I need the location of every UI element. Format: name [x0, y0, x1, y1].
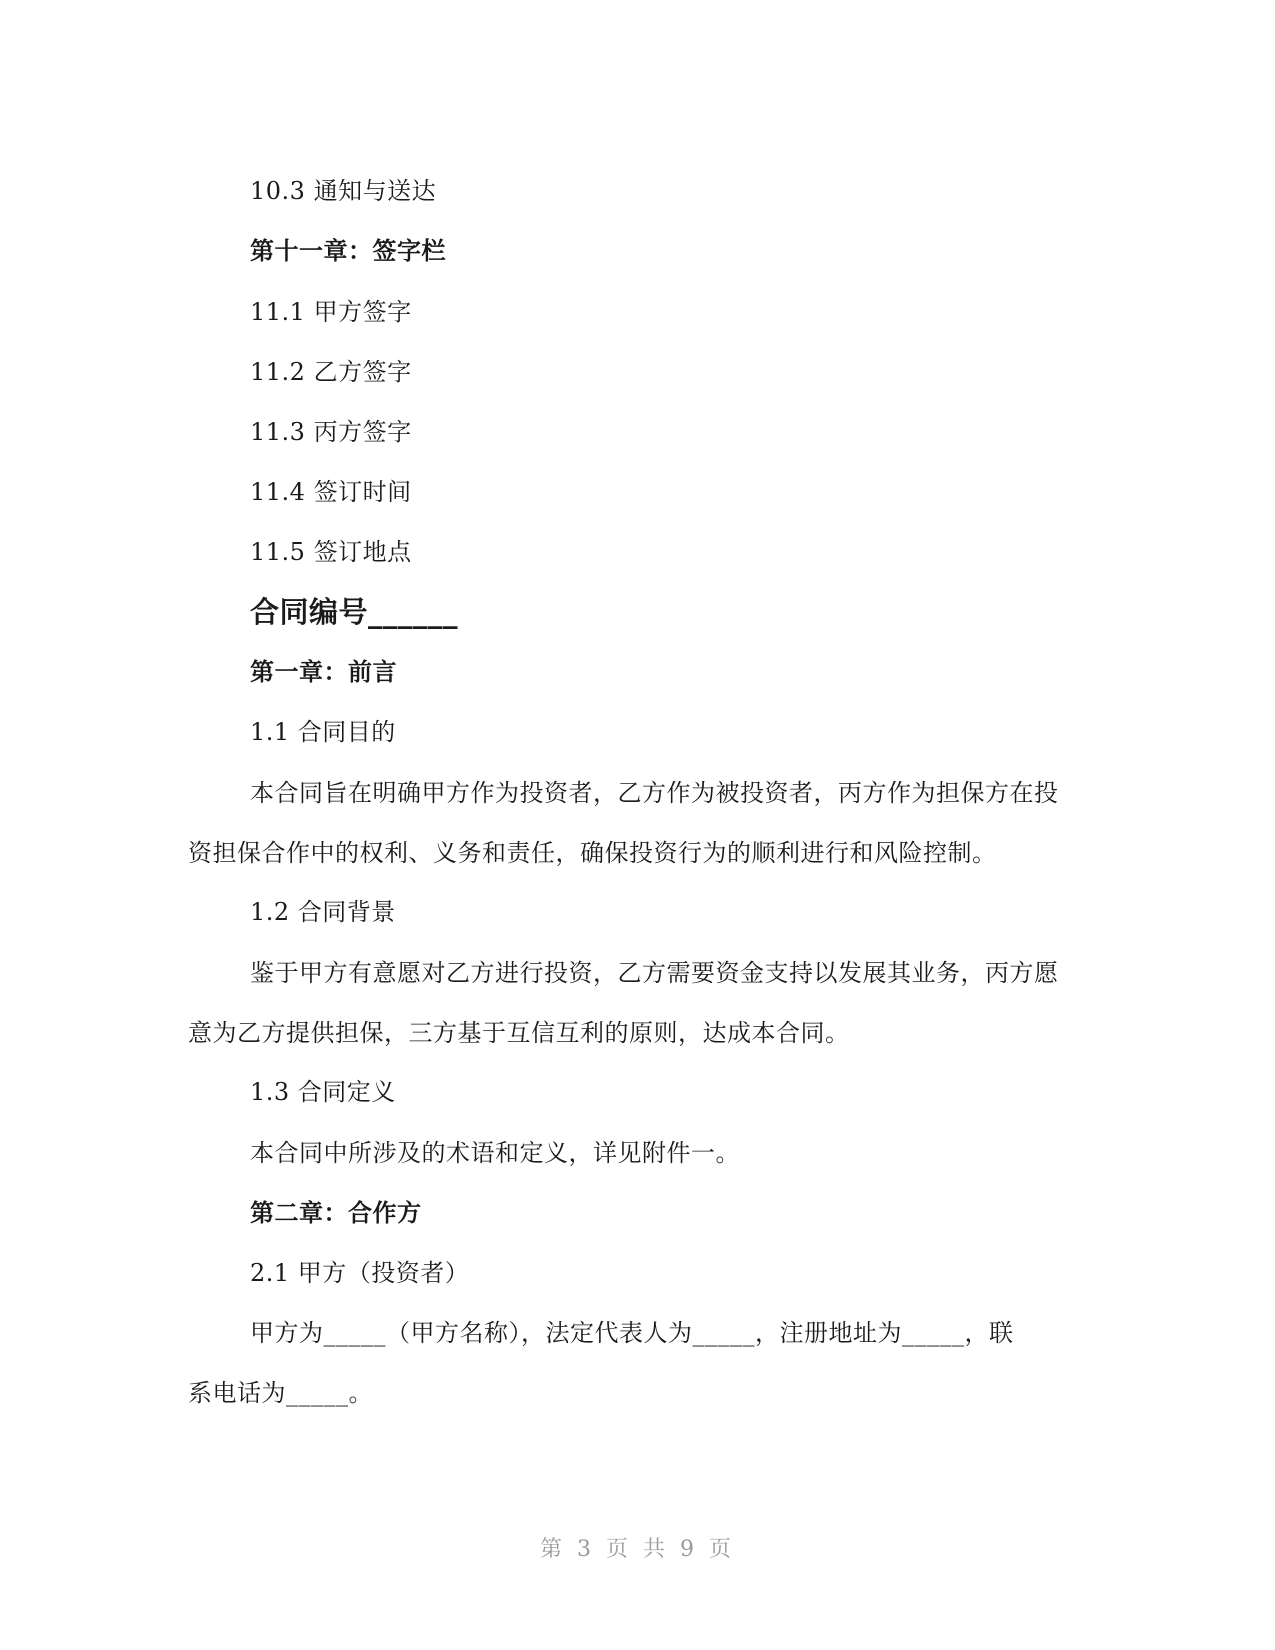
page-number-footer: 第 3 页 共 9 页 [540, 1537, 735, 1562]
paragraph-1-3: 本合同中所涉及的术语和定义，详见附件一。 [250, 1139, 740, 1167]
paragraph-1-2-line-1: 鉴于甲方有意愿对乙方进行投资，乙方需要资金支持以发展其业务，丙方愿 [250, 959, 1059, 987]
chapter-1-heading: 第一章：前言 [250, 658, 397, 686]
clause-10-3: 10.3 通知与送达 [250, 177, 437, 205]
chapter-11-heading: 第十一章：签字栏 [250, 237, 446, 265]
clause-11-2: 11.2 乙方签字 [250, 358, 412, 386]
paragraph-1-1-line-1: 本合同旨在明确甲方作为投资者，乙方作为被投资者，丙方作为担保方在投 [250, 779, 1059, 807]
clause-1-3: 1.3 合同定义 [250, 1078, 396, 1106]
clause-11-1: 11.1 甲方签字 [250, 298, 412, 326]
clause-11-3: 11.3 丙方签字 [250, 418, 412, 446]
paragraph-1-2-line-2: 意为乙方提供担保，三方基于互信互利的原则，达成本合同。 [188, 1019, 850, 1047]
paragraph-1-1-line-2: 资担保合作中的权利、义务和责任，确保投资行为的顺利进行和风险控制。 [188, 839, 997, 867]
paragraph-2-1-line-2: 系电话为_____。 [188, 1379, 373, 1407]
clause-1-1: 1.1 合同目的 [250, 718, 396, 746]
clause-11-4: 11.4 签订时间 [250, 478, 412, 506]
paragraph-2-1-line-1: 甲方为_____（甲方名称），法定代表人为_____，注册地址为_____，联 [250, 1319, 1014, 1347]
contract-number-title: 合同编号______ [250, 595, 459, 629]
clause-1-2: 1.2 合同背景 [250, 898, 396, 926]
clause-11-5: 11.5 签订地点 [250, 538, 412, 566]
chapter-2-heading: 第二章：合作方 [250, 1199, 422, 1227]
clause-2-1: 2.1 甲方（投资者） [250, 1259, 470, 1287]
